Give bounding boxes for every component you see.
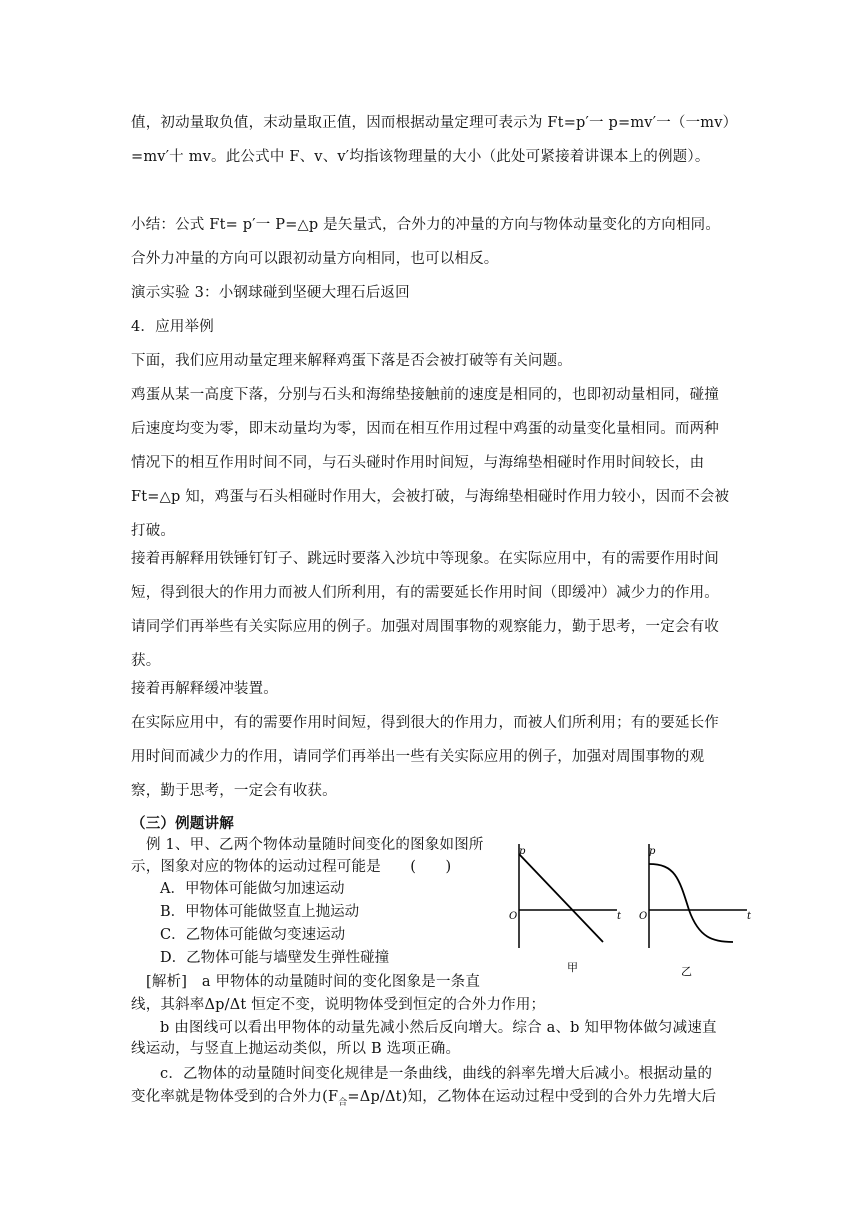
graph-jia-caption: 甲 bbox=[567, 961, 578, 974]
option-a: A．甲物体可能做匀加速运动 bbox=[160, 881, 345, 897]
analysis-c-text-a: 变化率就是物体受到的合外力(F bbox=[131, 1089, 339, 1105]
section-title: （三）例题讲解 bbox=[131, 815, 234, 832]
analysis-b: b 由图线可以看出甲物体的动量先减小然后反向增大。综合 a、b 知甲物体做匀减速直线运动，与竖直上抛运动类似，所以 B 选项正确。 bbox=[131, 1020, 717, 1057]
graph-jia-x-label: t bbox=[617, 911, 622, 922]
analysis-line1: [解析] a 甲物体的动量随时间的变化图象是一条直 bbox=[146, 974, 481, 990]
graph-jia-origin: O bbox=[509, 911, 518, 922]
analysis-c-subscript: 合 bbox=[338, 1097, 348, 1108]
graph-yi-y-label: p bbox=[649, 846, 656, 857]
option-d: D．乙物体可能与墙壁发生弹性碰撞 bbox=[160, 950, 390, 966]
graph-yi bbox=[635, 838, 755, 978]
graph-yi-x-label: t bbox=[747, 911, 752, 922]
paragraph-demo-3: 演示实验 3：小钢球碰到坚硬大理石后返回 bbox=[131, 285, 410, 301]
paragraph-application-summary: 在实际应用中，有的需要作用时间短，得到很大的作用力，而被人们所利用；有的要延长作用时间而减少力的作用，请同学们再举出一些有关实际应用的例子，加强对周围事物的观察，勤于思考，一定会有收获。 bbox=[131, 715, 719, 799]
graph-jia-line bbox=[519, 854, 603, 942]
paragraph-momentum-theorem: 值，初动量取负值，末动量取正值，因而根据动量定理可表示为 Ft=p′一 p=mv′一（一mv）=mv′十 mv。此公式中 F、v、v′均指该物理量的大小（此处可紧接着讲课本上的例题）。 bbox=[131, 115, 731, 165]
example-question-line1: 例 1、甲、乙两个物体动量随时间变化的图象如图所 bbox=[146, 837, 484, 853]
graph-yi-origin: O bbox=[639, 911, 648, 922]
graph-yi-curve bbox=[649, 864, 733, 942]
paragraph-egg-explain: 鸡蛋从某一高度下落，分别与石头和海绵垫接触前的速度是相同的，也即初动量相同，碰撞后速度均变为零，即末动量均为零，因而在相互作用过程中鸡蛋的动量变化量相同。而两种情况下的相互作用时间不同，与石头碰时作用时间短，与海绵垫相碰时作用时间较长，由 Ft=△p 知，鸡蛋与石头相碰时作用大，会被打破，与海绵垫相碰时作用力较小，因而不会被打破。 bbox=[131, 387, 730, 539]
paragraph-hammer: 接着再解释用铁锤钉钉子、跳远时要落入沙坑中等现象。在实际应用中，有的需要作用时间短，得到很大的作用力而被人们所利用，有的需要延长作用时间（即缓冲）减少力的作用。请同学们再举些有关实际应用的例子。加强对周围事物的观察能力，勤于思考，一定会有收获。 bbox=[131, 551, 719, 669]
option-b: B．甲物体可能做竖直上抛运动 bbox=[160, 904, 360, 920]
example-question-line2: 示，图象对应的物体的运动过程可能是 ( ) bbox=[131, 859, 452, 875]
heading-applications: 4．应用举例 bbox=[131, 319, 214, 335]
analysis-line2: 线，其斜率Δp/Δt 恒定不变，说明物体受到恒定的合外力作用； bbox=[131, 997, 546, 1013]
analysis-c-line2 bbox=[131, 1087, 731, 1114]
analysis-c-text-b: =Δp/Δt)知，乙物体在运动过程中受到的合外力先增大后 bbox=[347, 1089, 717, 1105]
graph-jia bbox=[505, 838, 625, 978]
analysis-c-line1: c．乙物体的动量随时间变化规律是一条曲线，曲线的斜率先增大后减小。根据动量的 bbox=[160, 1066, 713, 1082]
option-c: C．乙物体可能做匀变速运动 bbox=[160, 927, 346, 943]
paragraph-egg-intro: 下面，我们应用动量定理来解释鸡蛋下落是否会被打破等有关问题。 bbox=[131, 353, 572, 369]
graph-yi-caption: 乙 bbox=[681, 965, 692, 978]
paragraph-buffer: 接着再解释缓冲装置。 bbox=[131, 681, 278, 697]
paragraph-summary: 小结：公式 Ft= p′一 P=△p 是矢量式，合外力的冲量的方向与物体动量变化的方向相同。合外力冲量的方向可以跟初动量方向相同，也可以相反。 bbox=[131, 217, 721, 267]
graph-jia-y-label: p bbox=[519, 846, 526, 857]
